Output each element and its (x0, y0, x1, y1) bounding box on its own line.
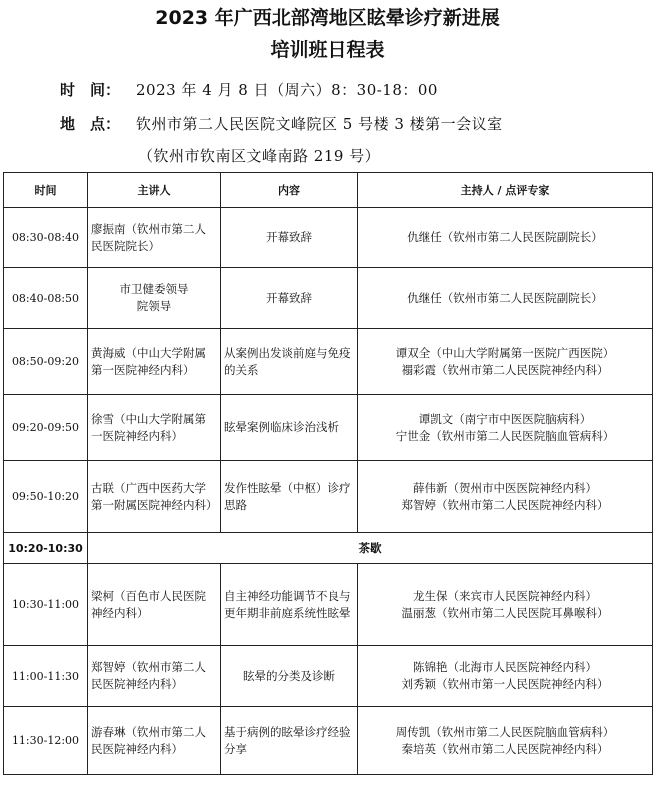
row-time: 08:40-08:50 (4, 268, 88, 329)
header-host: 主持人 / 点评专家 (358, 173, 653, 208)
table-row (4, 329, 653, 395)
row-content: 基于病例的眩晕诊疗经验分享 (221, 707, 358, 775)
row-content: 自主神经功能调节不良与更年期非前庭系统性眩晕 (221, 564, 358, 646)
table-row (4, 564, 653, 646)
host-line: 谭凯文（南宁市中医医院脑病科） (418, 411, 592, 426)
row-host (358, 646, 653, 707)
host-line: 宁世金（钦州市第二人民医院脑血管病科） (395, 428, 615, 443)
row-speaker: 廖振南（钦州市第二人民医院院长） (88, 208, 221, 268)
host-line: 仇继任（钦州市第二人民医院副院长） (407, 230, 603, 244)
time-info (60, 80, 438, 100)
row-host (358, 461, 653, 533)
table-row (4, 646, 653, 707)
address-value: （钦州市钦南区文峰南路 219 号） (138, 147, 381, 165)
page-subtitle: 培训班日程表 (270, 39, 385, 61)
row-content: 眩晕案例临床诊治浅析 (221, 395, 358, 461)
row-speaker: 郑智婷（钦州市第二人民医院神经内科） (88, 646, 221, 707)
row-host (358, 208, 653, 268)
row-time: 10:30-11:00 (4, 564, 88, 646)
address-info (138, 146, 380, 166)
row-content: 开幕致辞 (221, 208, 358, 268)
row-content: 开幕致辞 (221, 268, 358, 329)
row-host (358, 329, 653, 395)
host-line: 郑智婷（钦州市第二人民医院神经内科） (401, 497, 609, 512)
time-value: 2023 年 4 月 8 日（周六）8：30-18：00 (136, 81, 438, 99)
host-line: 陈锦艳（北海市人民医院神经内科） (413, 660, 597, 674)
host-line: 薛伟新（贺州市中医医院神经内科） (413, 480, 597, 495)
row-speaker: 黄海威（中山大学附属第一医院神经内科） (88, 329, 221, 395)
row-speaker: 徐雪（中山大学附属第一医院神经内科） (88, 395, 221, 461)
time-label: 时 间： (60, 81, 121, 99)
table-header-row (4, 173, 653, 208)
row-speaker: 游春琳（钦州市第二人民医院神经内科） (88, 707, 221, 775)
header-content: 内容 (221, 173, 358, 208)
host-line: 周传凯（钦州市第二人民医院脑血管病科） (395, 724, 615, 739)
row-speaker: 市卫健委领导 院领导 (88, 268, 221, 329)
host-line: 谭双全（中山大学附属第一医院广西医院） (395, 345, 615, 360)
row-host (358, 268, 653, 329)
row-content: 从案例出发谈前庭与免疫的关系 (221, 329, 358, 395)
host-line: 仇继任（钦州市第二人民医院副院长） (407, 290, 603, 305)
row-time: 09:20-09:50 (4, 395, 88, 461)
table-row (4, 461, 653, 533)
row-time: 11:30-12:00 (4, 707, 88, 775)
host-line: 刘秀颖（钦州市第一人民医院神经内科） (401, 677, 609, 691)
header-speaker: 主讲人 (88, 173, 221, 208)
row-time: 08:30-08:40 (4, 208, 88, 268)
row-content: 眩晕的分类及诊断 (221, 646, 358, 707)
row-host (358, 564, 653, 646)
place-info (60, 114, 503, 134)
table-row (4, 707, 653, 775)
row-speaker: 梁柯（百色市人民医院神经内科） (88, 564, 221, 646)
schedule-table (3, 172, 653, 775)
row-speaker: 古联（广西中医药大学第一附属医院神经内科） (88, 461, 221, 533)
row-content: 发作性眩晕（中枢）诊疗思路 (221, 461, 358, 533)
row-time: 11:00-11:30 (4, 646, 88, 707)
host-line: 秦培英（钦州市第二人民医院神经内科） (401, 741, 609, 756)
table-row (4, 395, 653, 461)
table-row (4, 268, 653, 329)
page-title: 2023 年广西北部湾地区眩晕诊疗新进展 (155, 7, 500, 29)
row-time: 09:50-10:20 (4, 461, 88, 533)
table-row (4, 208, 653, 268)
host-line: 温丽葱（钦州市第二人民医院耳鼻喉科） (401, 605, 609, 620)
host-line: 龙生保（来宾市人民医院神经内科） (413, 588, 597, 603)
row-time: 10:20-10:30 (4, 533, 88, 564)
row-time: 08:50-09:20 (4, 329, 88, 395)
place-value: 钦州市第二人民医院文峰院区 5 号楼 3 楼第一会议室 (136, 115, 503, 133)
place-label: 地 点： (60, 115, 121, 133)
table-row-break (4, 533, 653, 564)
break-label: 茶歇 (88, 533, 653, 564)
host-line: 禤彩霞（钦州市第二人民医院神经内科） (401, 362, 609, 377)
row-host (358, 707, 653, 775)
header-time: 时间 (4, 173, 88, 208)
row-host (358, 395, 653, 461)
